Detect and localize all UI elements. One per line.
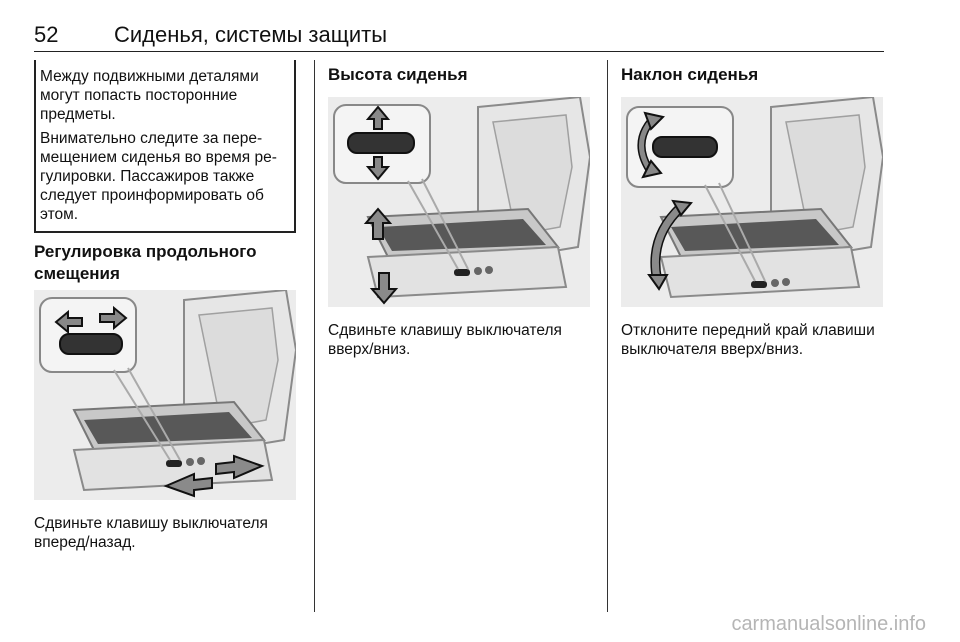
column-divider-2 [607,60,608,612]
caption-height: Сдвиньте клавишу выключателя вверх/вниз. [328,322,562,358]
figure-seat-height [328,97,590,307]
section-heading-height: Высота сиденья [328,65,468,84]
section-heading-longitudinal: Регулировка продольного смещения [34,242,257,283]
page-number: 52 [34,22,59,47]
section-heading-tilt: Наклон сиденья [621,65,759,84]
column-divider-1 [314,60,315,612]
watermark: carmanualsonline.info [731,613,926,635]
caption-longitudinal: Сдвиньте клавишу выключателя вперед/назад. [34,515,268,551]
page-header [34,22,884,52]
figure-seat-longitudinal [34,290,296,500]
caption-tilt: Отклоните передний край клавиши выключателя вверх/вниз. [621,322,875,358]
warning-paragraph-2: Внимательно следите за пере-мещением сиденья во время ре-гулировки. Пассажиров также следует проинформировать об этом. [40,130,277,223]
warning-paragraph-1: Между подвижными деталями могут попасть посторонние предметы. [40,68,259,123]
warning-box [34,60,296,233]
figure-seat-tilt [621,97,883,307]
header-rule [34,51,884,52]
page-title: Сиденья, системы защиты [114,22,388,47]
